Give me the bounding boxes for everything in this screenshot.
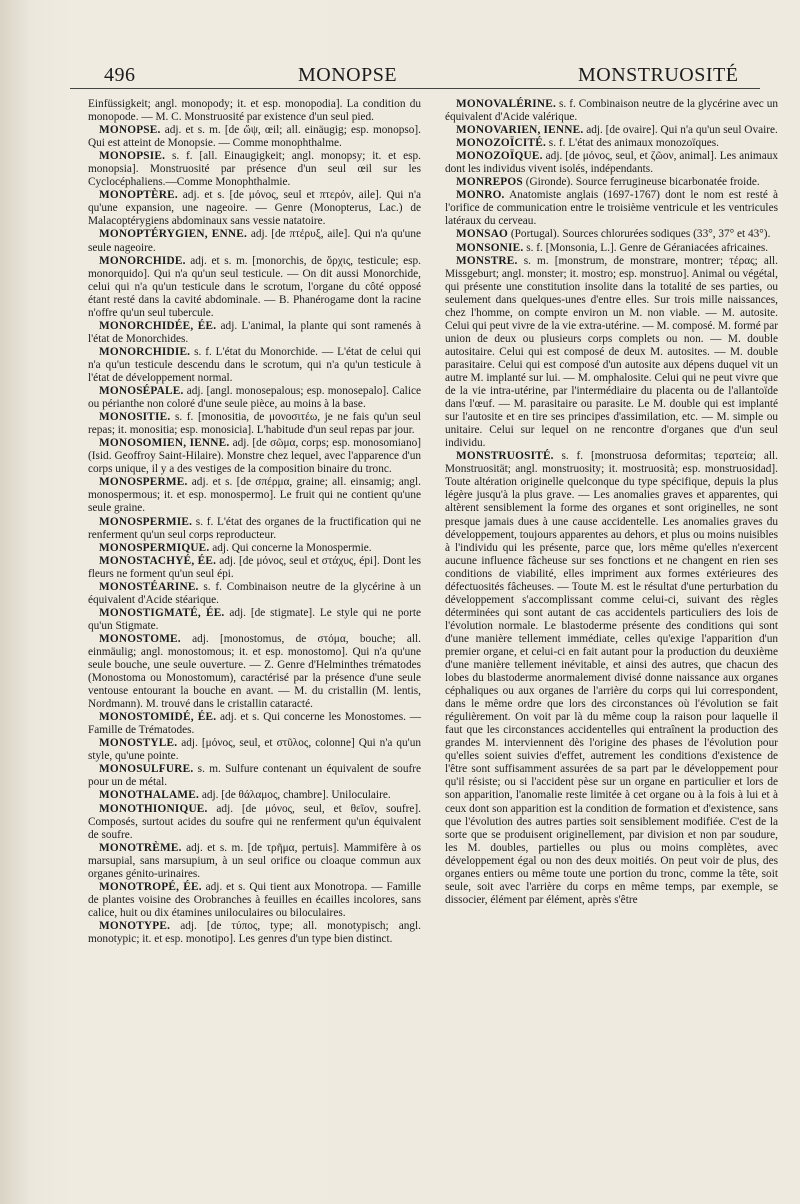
dictionary-entry [88,437,421,476]
right-running-title: MONSTRUOSITÉ [578,64,739,86]
entry-definition: adj. et s. [de μόνος, seul et πτερόν, aile]. Qui n'a qu'une expansion, une nageoire. — Genre (Monopterus, Lac.) de Malacoptérygiens abdominaux sans vessie natatoire. [88,189,422,228]
dictionary-entry [445,242,778,255]
entry-definition: adj. Qui concerne la Monospermie. [212,541,372,554]
entry-definition: adj. et s. [de σπέρμα, graine; all. einsamig; angl. monospermous; it. et esp. monospermo]. Le fruit qui ne contient qu'une seule graine. [88,476,422,515]
dictionary-entry [88,476,421,515]
entry-headword: MONORCHIDIE. [99,345,191,358]
entry-headword: MONOSPERME. [99,476,188,489]
dictionary-entry [88,789,421,802]
dictionary-entry [445,124,778,137]
dictionary-entry [445,255,778,451]
dictionary-entry [88,189,421,228]
entry-definition: (Portugal). Sources chlorurées sodiques (33°, 37° et 43°). [510,228,771,241]
dictionary-entry [88,385,421,411]
dictionary-entry [445,150,778,176]
entry-definition: adj. et s. m. [monorchis, de ὄρχις, testicule; esp. monorquido]. Qui n'a qu'un seul testicule. — On dit aussi Monorchide, celui qui n'a qu'un testicule dans le scrotum, l'organe du côté opposé étant resté dans la cavité abdominale. — B. Phanérogame dont la racine n'offre qu'un seul tubercule. [88,254,422,319]
entry-headword: MONORCHIDÉE, ÉE. [99,319,217,332]
entry-definition: s. f. L'état des organes de la fructification qui ne renferment qu'un seul corps reproducteur. [88,515,421,541]
dictionary-entry [88,124,421,150]
entry-definition: s. f. [monositia, de μονοσιτέω, je ne fais qu'un seul repas; it. monositia; esp. monosicia]. L'habitude d'un seul repas par jour. [88,411,421,437]
entry-headword: MONOSOMIEN, IENNE. [99,437,230,450]
entry-headword: MONOSTÉARINE. [99,580,199,593]
entry-headword: MONOSTYLE. [99,737,178,750]
entry-definition: adj. [angl. monosepalous; esp. monosepalo]. Calice ou périanthe non coloré d'une seule pièce, au moins à la base. [88,385,421,411]
dictionary-entry [88,555,421,581]
entry-definition: Einfüssigkeit; angl. monopody; it. et esp. monopodia]. La condition du monopode. — M. C. Monstruosité par existence d'un seul pied. [88,98,421,124]
entry-definition: s. m. [monstrum, de monstrare, montrer; τέρας; all. Missgeburt; angl. monster; it. mostro; esp. monstruo]. Animal ou végétal, qui présente une constitution insolite dans la totalité de ses parties, ou seulement dans quelques-unes d'entre elles. Sur trois mille naissances, chez l'homme, on compte environ un M. non viable. — M. autosite. Celui qui peut vivre de la vie extra-utérine. — M. composé. M. formé par union de deux ou plusieurs corps complets ou non. — M. double autositaire. Celui qui est composé de deux M. autosites. — M. double parasitaire. Celui qui est composé d'un autosite aux dépens duquel vit un autre M. implanté sur lui. — M. omphalosite. Celui qui ne peut vivre que de la vie intra-utérine, par l'intermédiaire du placenta ou de l'allantoïde dans l'œuf. — M. parasitaire ou parasite. Le M. double qui est implanté sur l'autosite et en tire ses principes d'assimilation, etc. — M. simple ou unitaire. Celui sur lequel on ne rencontre d'organes que d'un seul individu. [445,254,778,450]
entry-headword: MONOPTÈRE. [99,189,178,202]
entry-definition: adj. [de τύπος, type; all. monotypisch; angl. monotypic; it. et esp. monotipo]. Les genres d'un type bien distinct. [88,919,421,945]
entry-definition: (Gironde). Source ferrugineuse bicarbonatée froide. [525,176,760,189]
entry-definition: adj. [de σῶμα, corps; esp. monosomiano] (Isid. Geoffroy Saint-Hilaire). Monstre chez lequel, avec l'apparence d'un corps unique, il y a des vestiges de la composition binaire du tronc. [88,437,422,476]
dictionary-entry [445,450,778,907]
dictionary-entry [88,763,421,789]
entry-headword: MONOSÉPALE. [99,385,184,398]
entry-headword: MONREPOS [456,176,523,189]
entry-headword: MONOTHALAME. [99,789,199,802]
entry-definition: adj. [μόνος, seul, et στῦλος, colonne] Qui n'a qu'un style, qu'une pointe. [88,737,421,763]
dictionary-entry [445,137,778,150]
entry-definition: s. f. Combinaison neutre de la glycérine à un équivalent d'Acide stéarique. [88,580,422,606]
entry-definition: s. f. [all. Einaugigkeit; angl. monopsy; it. et esp. monopsia]. Monstruosité par présence d'un seul œil sur les Cyclocéphaliens.—Comme Monophthalmie. [88,150,422,189]
entry-definition: adj. et s. Qui tient aux Monotropa. — Famille de plantes voisine des Orobranches à feuilles en écailles incolores, sans calice, huit ou dix étamines uniloculaires ou biloculaires. [88,880,422,919]
entry-headword: MONOSTOME. [99,632,181,645]
entry-headword: MONOSTACHYÉ, ÉE. [99,554,217,567]
entry-headword: MONOTRÈME. [99,841,182,854]
dictionary-entry [88,737,421,763]
entry-headword: MONOTYPE. [99,919,171,932]
entry-headword: MONOSTIGMATÉ, ÉE. [99,606,225,619]
entry-definition: Anatomiste anglais (1697-1767) dont le nom est resté à l'orifice de communication entre le troisième ventricule et les ventricules latéraux du cerveau. [445,189,779,228]
dictionary-entry [445,98,778,124]
dictionary-entry [88,516,421,542]
entry-definition: s. f. [monstruosa deformitas; τερατεία; all. Monstruosität; angl. monstruosity; it. mostruosità; esp. monstruosidad]. Toute altération originelle quelconque du type spécifique, depuis la plus légère jusqu'à la plus grave. — Les anomalies graves et apparentes, qui altèrent sensiblement la forme des organes et sont originelles, ne sont presque jamais dues à une cause accidentelle. Les anomalies graves du développement, toujours apparentes au dehors, et plus ou moins nuisibles à l'individu qui les présente, parce que, lors même qu'elles n'exercent aucune influence fâcheuse sur ses fonctions et ne changent en rien ses conditions de viabilité, elles impriment aux formes extérieures des défectuosités fâcheuses. — Toute M. est le résultat d'une perturbation du développement s'accomplissant comme celui-ci, suivant des règles déterminées qui sont autant de cas accidentels particuliers des lois de l'évolution normale. Le blastoderme présente des conditions qui sont d'une manière tellement immédiate, celles qu'exige l'apparition d'un premier organe, et celui-ci en fait autant pour la production du deuxième d'une manière tellement inévitable, et ainsi des autres, que chacun des lobes du blastoderme anormalement divisé donne naissance aux organes céphaliques ou aux organes de l'arrière du corps qui lui correspondent, dans le même ordre que lors des circonstances où l'évolution se fait régulièrement. On voit par là du même coup la raison pour laquelle il faut que les circonstances accidentelles qui entraînent la production des grandes M. interviennent dès l'origine des phases de l'évolution pour qu'elles soient suivies d'effet, autrement les conditions d'existence de l'être sont suffisamment assurées de sa part par le développement pour qu'il résiste; ou si l'accident pèse sur un organe en particulier et lors de son apparition, l'anomalie reste limitée à cet organe ou à la fois à lui et à ceux dont son apparition est la condition de formation et d'existence, sans que l'évolution des autres parties soit sensiblement modifiée. C'est de la sorte que se produisent originellement, par division et non par soudure, les M. doubles, partielles ou plus ou moins complètes, avec développement égal ou non des deux moitiés. On peut voir de plus, des organes entiers ou même toute une portion du tronc, comme la tête, soit seule, soit avec l'arrière du corps en même temps, par exemple, se dissocier, élément par élément, après s'être [445,450,778,906]
dictionary-entry [88,542,421,555]
page-number: 496 [104,64,136,86]
dictionary-entry [88,633,421,711]
entry-headword: MONOPSE. [99,124,161,137]
entry-definition: adj. et s. Qui concerne les Monostomes. — Famille de Trématodes. [88,711,421,737]
entry-headword: MONOTHIONIQUE. [99,802,208,815]
entry-definition: s. f. [Monsonia, L.]. Genre de Géraniacées africaines. [526,241,769,254]
dictionary-entry [88,607,421,633]
entry-definition: adj. [de πτέρυξ, aile]. Qui n'a qu'une seule nageoire. [88,228,421,254]
entry-definition: adj. [de ovaire]. Qui n'a qu'un seul Ovaire. [586,124,778,137]
entry-definition: s. m. Sulfure contenant un équivalent de soufre pour un de métal. [88,763,422,789]
dictionary-entry [88,150,421,189]
entry-headword: MONSTRUOSITÉ. [456,450,554,463]
dictionary-entry [88,920,421,946]
dictionary-entry [88,228,421,254]
entry-headword: MONOTROPÉ, ÉE. [99,880,202,893]
entry-headword: MONOPSIE. [99,150,166,163]
entry-headword: MONSONIE. [456,241,524,254]
entry-headword: MONOSULFURE. [99,763,194,776]
dictionary-entry [88,881,421,920]
entry-definition: adj. [de θάλαμος, chambre]. Uniloculaire. [201,789,391,802]
entry-headword: MONOSTOMIDÉ, ÉE. [99,711,217,724]
entry-headword: MONSAO [456,228,509,241]
dictionary-entry [88,320,421,346]
entry-headword: MONOVARIEN, IENNE. [456,124,584,137]
entry-headword: MONOSPERMIE. [99,515,193,528]
entry-headword: MONOSPERMIQUE. [99,541,210,554]
entry-definition: adj. L'animal, la plante qui sont ramenés à l'état de Monorchides. [88,319,421,345]
dictionary-entry [88,842,421,881]
entry-headword: MONRO. [456,189,505,202]
entry-definition: s. f. L'état des animaux monozoïques. [548,137,719,150]
entry-headword: MONOZOÏCITÉ. [456,137,546,150]
left-column [88,98,421,946]
dictionary-entry [88,346,421,385]
dictionary-entry [445,176,778,189]
right-column [445,98,778,907]
entry-definition: adj. [monostomus, de στόμα, bouche; all. einmäulig; angl. monostomous; it. et esp. monostomo]. Qui n'a qu'une seule bouche, une seule ouverture. — Z. Genre d'Helminthes trématodes (Monostoma ou Monostomum), caractérisé par la présence d'une seule ventouse entourant la bouche en avant. — M. du cristallin (M. lentis, Nordmann). M. trouvé dans le cristallin cataracté. [88,632,421,711]
dictionary-entry [88,98,421,124]
entry-headword: MONOSITIE. [99,411,171,424]
entry-definition: adj. [de μόνος, seul et στάχυς, épi]. Dont les fleurs ne forment qu'un seul épi. [88,554,421,580]
entry-headword: MONOVALÉRINE. [456,98,556,110]
entry-headword: MONSTRE. [456,254,518,267]
entry-definition: s. f. Combinaison neutre de la glycérine avec un équivalent d'Acide valérique. [445,98,778,124]
entry-headword: MONOZOÏQUE. [456,150,543,163]
left-running-title: MONOPSE [298,64,398,86]
entry-definition: adj. et s. m. [de τρῆμα, pertuis]. Mammifère à os marsupial, sans marsupium, à un seul orifice ou cloaque commun aux organes génito-urinaires. [88,841,422,880]
dictionary-entry [445,228,778,241]
dictionary-entry [445,189,778,228]
dictionary-entry [88,803,421,842]
entry-definition: s. f. L'état du Monorchide. — L'état de celui qui n'a qu'un testicule descendu dans le scrotum, qui n'a qu'un testicule à l'état de développement normal. [88,345,421,384]
entry-definition: adj. [de stigmate]. Le style qui ne porte qu'un Stigmate. [88,606,421,632]
dictionary-entry [88,581,421,607]
dictionary-entry [88,411,421,437]
entry-headword: MONORCHIDE. [99,254,186,267]
dictionary-entry [88,255,421,320]
dictionary-entry [88,711,421,737]
entry-definition: adj. [de μόνος, seul, et θεῖον, soufre]. Composés, surtout acides du soufre qui ne renferment qu'un équivalent de soufre. [88,802,421,841]
entry-definition: adj. [de μόνος, seul, et ζῶον, animal]. Les animaux dont les individus vivent isolés, indépendants. [445,150,779,176]
running-header [70,58,760,89]
entry-headword: MONOPTÉRYGIEN, ENNE. [99,228,248,241]
entry-definition: adj. et s. m. [de ὤψ, œil; all. einäugig; esp. monopso]. Qui est atteint de Monopsie. — Comme monophthalme. [88,124,422,150]
